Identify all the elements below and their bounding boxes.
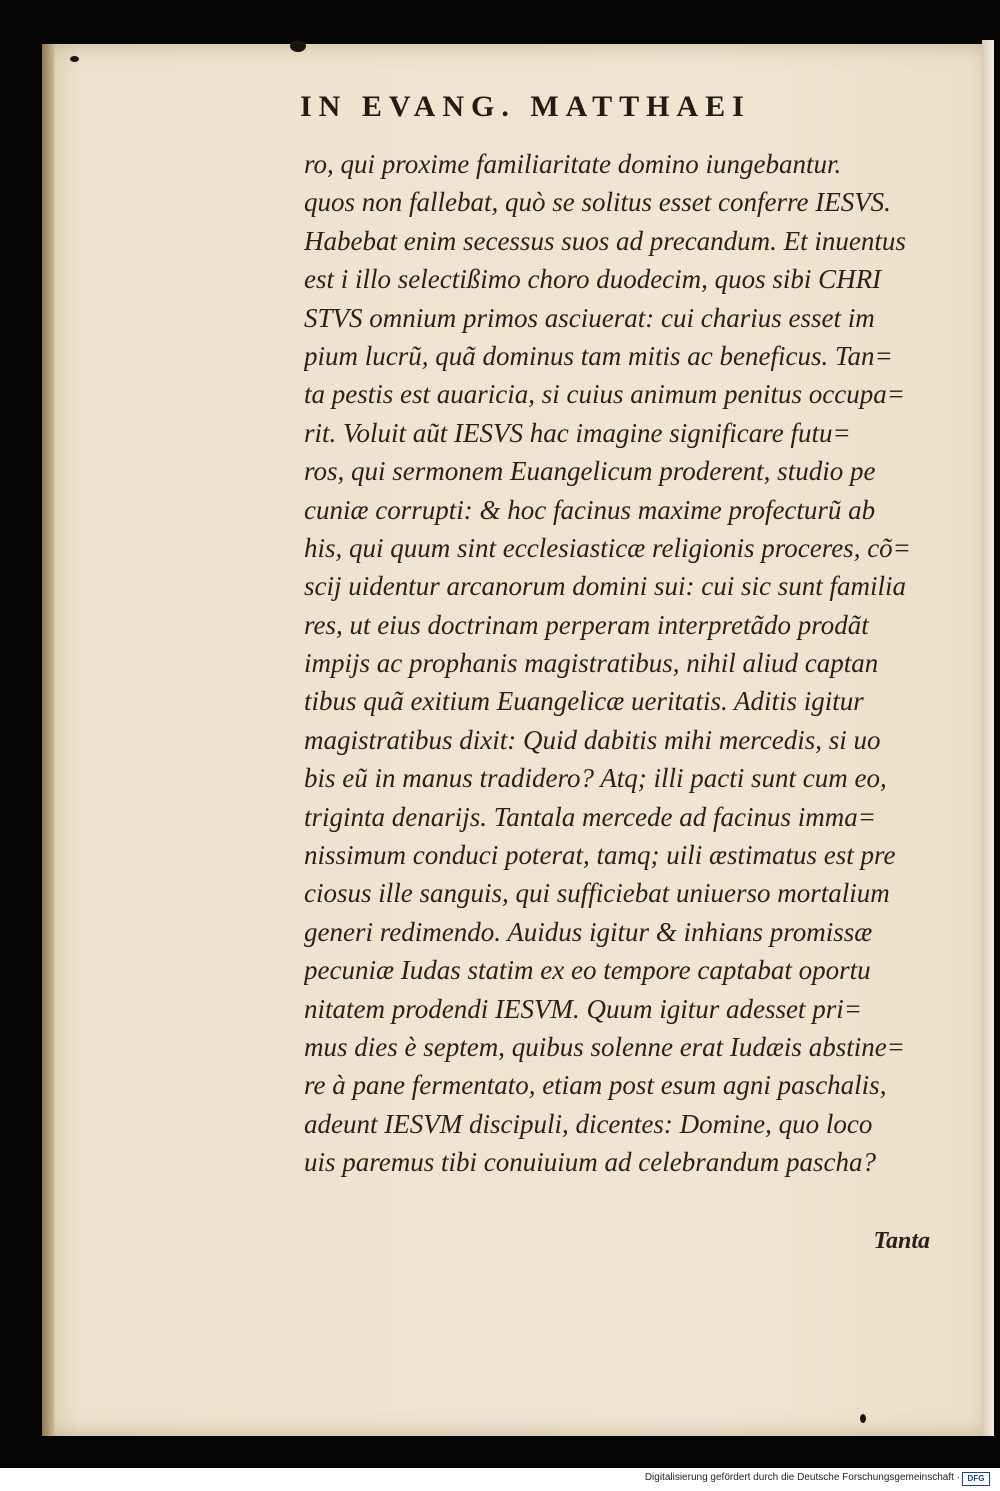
text-line: triginta denarijs. Tantala mercede ad facinus imma= [304,801,876,832]
text-line: mus dies è septem, quibus solenne erat Iudæis abstine= [304,1031,905,1062]
ink-spot [860,1414,866,1423]
text-line: tibus quã exitium Euangelicæ ueritatis. Aditis igitur [304,686,864,717]
text-line: ciosus ille sanguis, qui sufficiebat uniuerso mortalium [304,878,890,909]
page-edge-shadow [42,44,54,1436]
text-line: pium lucrũ, quã dominus tam mitis ac beneficus. Tan= [304,340,893,371]
text-line: re à pane fermentato, etiam post esum agni paschalis, [304,1070,887,1101]
text-line: magistratibus dixit: Quid dabitis mihi mercedis, si uo [304,724,881,755]
running-head: IN EVANG. MATTHAEI [300,90,751,123]
page-right-edge [982,40,994,1436]
text-line: quos non fallebat, quò se solitus esset conferre IESVS. [304,187,891,218]
text-line: nissimum conduci poterat, tamq; uili æstimatus est pre [304,840,896,871]
text-line: ros, qui sermonem Euangelicum proderent, studio pe [304,456,876,487]
text-line: res, ut eius doctrinam perperam interpretãdo prodãt [304,609,869,640]
text-line: Habebat enim secessus suos ad precandum. Et inuentus [304,225,906,256]
dfg-logo: DFG [962,1472,990,1486]
funding-credit: Digitalisierung gefördert durch die Deutsche Forschungsgemeinschaft · [644,1472,960,1483]
text-line: ta pestis est auaricia, si cuius animum penitus occupa= [304,379,905,410]
text-line: ro, qui proxime familiaritate domino iungebantur. [304,149,842,179]
text-line: adeunt IESVM discipuli, dicentes: Domine, quo loco [304,1108,873,1139]
text-line: uis paremus tibi conuiuium ad celebrandum pascha? [304,1147,876,1178]
text-line: cuniæ corrupti: & hoc facinus maxime profecturũ ab [304,494,876,525]
catchword: Tanta [873,1228,930,1254]
ink-spot [70,56,79,62]
text-line: bis eũ in manus tradidero? Atq; illi pacti sunt cum eo, [304,763,887,794]
text-line: est i illo selectißimo choro duodecim, quos sibi CHRI [304,264,882,295]
text-line: nitatem prodendi IESVM. Quum igitur adesset pri= [304,993,862,1024]
text-line: pecuniæ Iudas statim ex eo tempore captabat oportu [304,955,871,986]
text-line: impijs ac prophanis magistratibus, nihil aliud captan [304,648,879,679]
ink-spot [290,40,306,52]
text-line: generi redimendo. Auidus igitur & inhians promissæ [304,916,873,947]
body-text [304,145,936,1182]
text-line: his, qui quum sint ecclesiasticæ religionis proceres, cõ= [304,532,911,563]
text-line: scij uidentur arcanorum domini sui: cui sic sunt familia [304,571,906,602]
text-line: STVS omnium primos asciuerat: cui charius esset im [304,302,875,333]
text-line: rit. Voluit aũt IESVS hac imagine significare futu= [304,417,851,448]
